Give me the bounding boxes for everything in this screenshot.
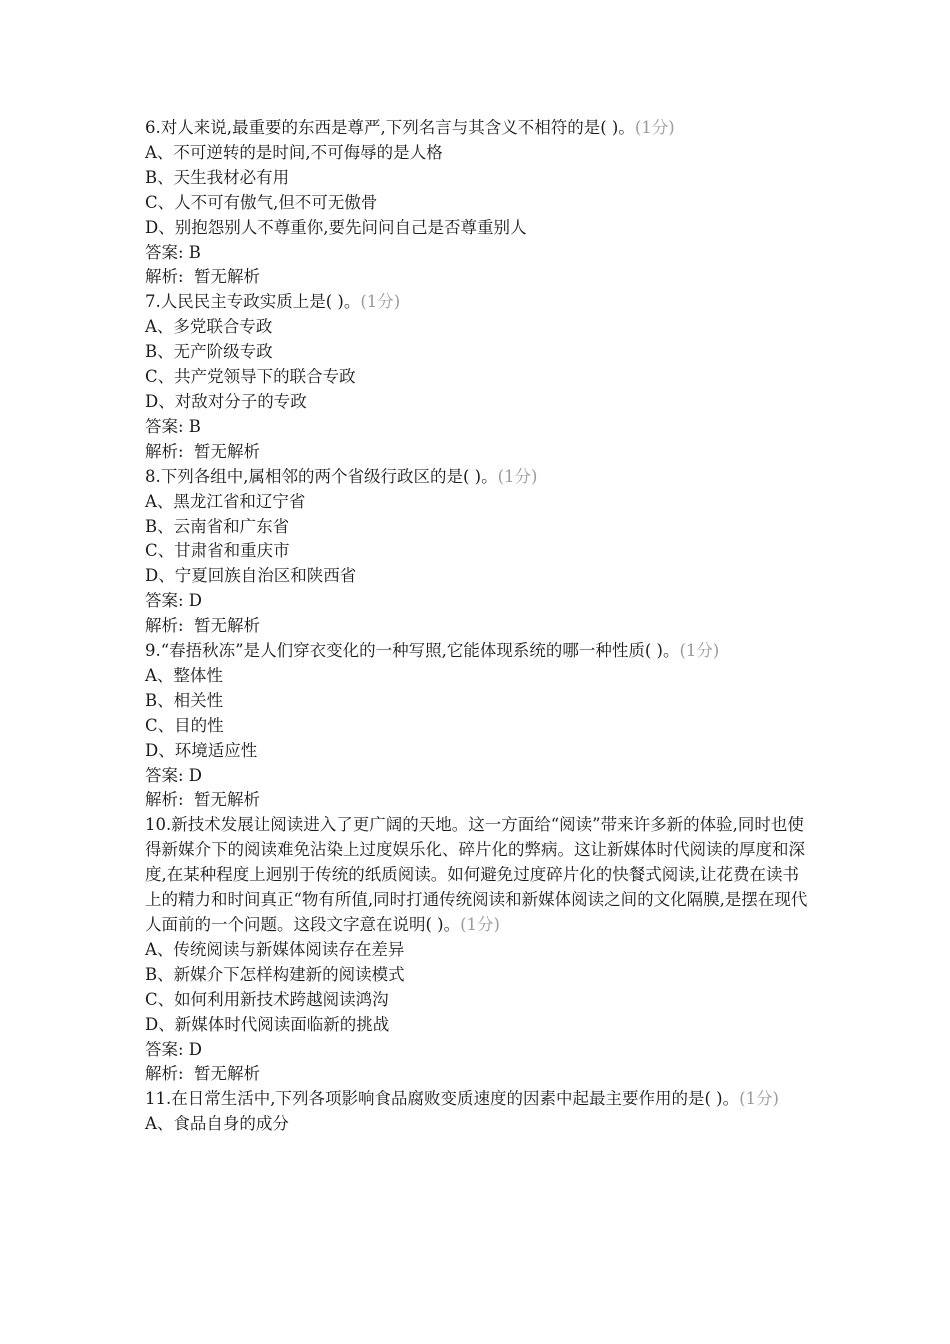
analysis: 解析: 暂无解析	[145, 267, 261, 287]
score-label: (1分)	[634, 118, 675, 137]
option-d: D、宁夏回族自治区和陕西省	[145, 566, 357, 586]
score-label: (1分)	[360, 292, 401, 312]
option-a: A、多党联合专政	[145, 317, 273, 337]
option-d: D、对敌对分子的专政	[145, 391, 307, 411]
analysis: 解析: 暂无解析	[145, 616, 261, 636]
question-11	[145, 1087, 810, 1137]
answer: 答案: B	[145, 242, 201, 262]
option-c: C、目的性	[145, 715, 224, 735]
question-7	[145, 290, 810, 464]
question-stem: 11.在日常生活中,下列各项影响食品腐败变质速度的因素中起最主要作用的是( )。(1分)	[145, 1089, 779, 1109]
document-page	[145, 116, 810, 1137]
option-a: A、整体性	[145, 665, 223, 685]
option-c: C、如何利用新技术跨越阅读鸿沟	[145, 989, 389, 1009]
question-8	[145, 465, 810, 639]
option-a: A、食品自身的成分	[145, 1114, 289, 1134]
option-c: C、人不可有傲气,但不可无傲骨	[145, 192, 378, 212]
answer: 答案: D	[145, 1039, 203, 1059]
option-a: A、传统阅读与新媒体阅读存在差异	[145, 939, 405, 959]
option-d: D、环境适应性	[145, 740, 258, 760]
option-c: C、共产党领导下的联合专政	[145, 367, 356, 387]
answer: 答案: D	[145, 591, 203, 611]
score-label: (1分)	[739, 1089, 779, 1109]
question-stem: 6.对人来说,最重要的东西是尊严,下列名言与其含义不相符的是( )。(1分)	[145, 118, 675, 137]
option-b: B、天生我材必有用	[145, 167, 290, 187]
answer: 答案: B	[145, 416, 201, 436]
analysis: 解析: 暂无解析	[145, 441, 261, 461]
score-label: (1分)	[460, 915, 500, 934]
option-b: B、新媒介下怎样构建新的阅读模式	[145, 964, 405, 984]
question-stem: 10.新技术发展让阅读进入了更广阔的天地。这一方面给“阅读”带来许多新的体验,同时也使得新媒介下的阅读难免沾染上过度娱乐化、碎片化的弊病。这让新媒体时代阅读的厚度和深度,在某种程度上迥别于传统的纸质阅读。如何避免过度碎片化的快餐式阅读,让花费在读书上的精力和时间真正“物有所值,同时打通传统阅读和新媒体阅读之间的文化隔膜,是摆在现代人面前的一个问题。这段文字意在说明( )。(1分)	[145, 815, 808, 934]
question-stem: 8.下列各组中,属相邻的两个省级行政区的是( )。(1分)	[145, 466, 538, 486]
option-a: A、不可逆转的是时间,不可侮辱的是人格	[145, 142, 443, 162]
analysis: 解析: 暂无解析	[145, 1064, 261, 1084]
option-b: B、云南省和广东省	[145, 516, 290, 536]
analysis: 解析: 暂无解析	[145, 790, 261, 810]
question-stem: 9.“春捂秋冻”是人们穿衣变化的一种写照,它能体现系统的哪一种性质( )。(1分)	[145, 641, 720, 661]
option-d: D、新媒体时代阅读面临新的挑战	[145, 1014, 390, 1034]
answer: 答案: D	[145, 765, 203, 785]
question-10	[145, 813, 810, 1087]
score-label: (1分)	[679, 641, 720, 661]
option-c: C、甘肃省和重庆市	[145, 541, 290, 561]
question-stem: 7.人民民主专政实质上是( )。(1分)	[145, 292, 401, 312]
option-a: A、黑龙江省和辽宁省	[145, 491, 306, 511]
question-6	[145, 116, 810, 290]
score-label: (1分)	[497, 466, 538, 486]
option-b: B、无产阶级专政	[145, 342, 273, 362]
option-d: D、别抱怨别人不尊重你,要先问问自己是否尊重别人	[145, 217, 527, 237]
question-9	[145, 639, 810, 813]
option-b: B、相关性	[145, 690, 224, 710]
